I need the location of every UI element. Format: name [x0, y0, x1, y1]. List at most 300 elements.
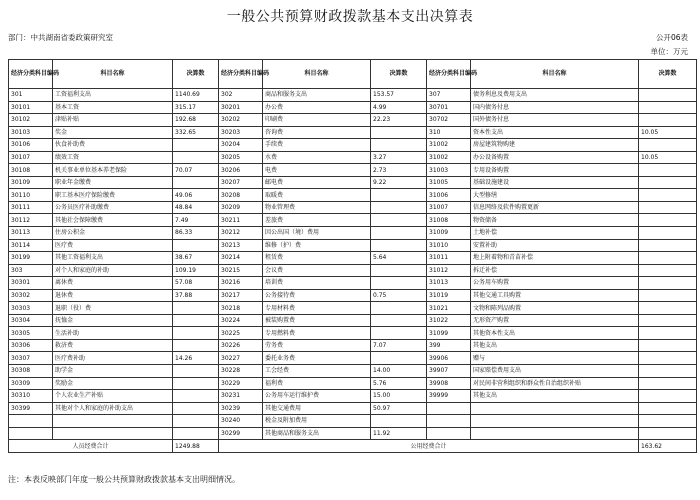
cell-code-2: 30204	[219, 139, 263, 152]
table-row	[9, 176, 697, 189]
cell-amount-1: 192.68	[173, 114, 219, 127]
cell-code-2: 30229	[219, 377, 263, 390]
cell-code-3: 31008	[427, 214, 471, 227]
cell-code-1: 30112	[9, 214, 53, 227]
cell-code-1: 30107	[9, 151, 53, 164]
cell-amount-1	[173, 302, 219, 315]
table-row	[9, 327, 697, 340]
cell-code-3	[427, 415, 471, 428]
cell-code-1: 30108	[9, 164, 53, 177]
cell-code-1: 30109	[9, 176, 53, 189]
cell-code-2: 30207	[219, 176, 263, 189]
cell-name-2: 电费	[263, 164, 371, 177]
cell-code-1: 30304	[9, 314, 53, 327]
cell-code-2: 30214	[219, 252, 263, 265]
header-amount-1: 决算数	[173, 60, 219, 89]
cell-amount-2: 14.00	[371, 365, 427, 378]
cell-name-2: 因公出国（境）费用	[263, 227, 371, 240]
table-row	[9, 402, 697, 415]
table-row	[9, 415, 697, 428]
cell-amount-3	[639, 189, 697, 202]
cell-name-2: 专用燃料费	[263, 327, 371, 340]
cell-name-1: 对个人和家庭的补助	[53, 264, 173, 277]
cell-code-2: 30227	[219, 352, 263, 365]
cell-name-1: 抚恤金	[53, 314, 173, 327]
cell-name-2: 公务用车运行维护费	[263, 390, 371, 403]
cell-code-1: 303	[9, 264, 53, 277]
cell-name-2: 手续费	[263, 139, 371, 152]
cell-code-3: 31013	[427, 277, 471, 290]
cell-amount-1: 70.07	[173, 164, 219, 177]
table-row	[9, 352, 697, 365]
cell-code-2: 30215	[219, 264, 263, 277]
cell-amount-3	[639, 264, 697, 277]
cell-name-2: 水费	[263, 151, 371, 164]
table-row	[9, 164, 697, 177]
table-row	[9, 314, 697, 327]
cell-code-3: 31005	[427, 176, 471, 189]
personnel-total-label: 人员经费合计	[9, 440, 173, 453]
table-row	[9, 101, 697, 114]
cell-amount-3	[639, 289, 697, 302]
form-number: 公开06表	[655, 33, 688, 42]
cell-amount-3	[639, 101, 697, 114]
cell-name-2: 工会经费	[263, 365, 371, 378]
cell-name-2: 差旅费	[263, 214, 371, 227]
table-row	[9, 277, 697, 290]
cell-name-1: 医疗费	[53, 239, 173, 252]
department-label: 部门：中共湖南省委政策研究室	[8, 33, 113, 42]
expenditure-table	[8, 59, 697, 453]
cell-code-1: 30301	[9, 277, 53, 290]
cell-amount-2	[371, 277, 427, 290]
public-total-value: 163.62	[639, 440, 697, 453]
cell-amount-2	[371, 239, 427, 252]
cell-code-3: 31019	[427, 289, 471, 302]
cell-name-3: 国家赔偿费用支出	[471, 365, 639, 378]
cell-code-2: 30209	[219, 201, 263, 214]
cell-amount-3	[639, 252, 697, 265]
cell-code-1: 30307	[9, 352, 53, 365]
cell-code-3: 39908	[427, 377, 471, 390]
header-code-3: 经济分类科目编码	[427, 60, 471, 89]
cell-name-3	[471, 415, 639, 428]
cell-amount-3	[639, 214, 697, 227]
table-row	[9, 151, 697, 164]
cell-amount-3: 10.05	[639, 126, 697, 139]
cell-code-3: 31003	[427, 164, 471, 177]
cell-amount-2: 50.97	[371, 402, 427, 415]
cell-name-3: 物资储备	[471, 214, 639, 227]
table-row	[9, 264, 697, 277]
cell-amount-1: 1140.69	[173, 89, 219, 102]
cell-code-3: 31021	[427, 302, 471, 315]
cell-amount-1: 315.17	[173, 101, 219, 114]
footnote: 注：本表反映部门年度一般公共预算财政拨款基本支出明细情况。	[8, 475, 240, 484]
cell-code-1: 30111	[9, 201, 53, 214]
cell-code-1: 30306	[9, 339, 53, 352]
cell-code-2: 30239	[219, 402, 263, 415]
cell-name-1: 退休费	[53, 289, 173, 302]
cell-amount-2: 153.57	[371, 89, 427, 102]
cell-name-1: 个人农业生产补贴	[53, 390, 173, 403]
cell-code-2: 30299	[219, 427, 263, 440]
cell-name-2: 咨询费	[263, 126, 371, 139]
cell-amount-2	[371, 327, 427, 340]
cell-amount-3	[639, 176, 697, 189]
cell-amount-3	[639, 427, 697, 440]
cell-amount-1	[173, 314, 219, 327]
cell-name-3: 其他支出	[471, 339, 639, 352]
cell-code-1: 30114	[9, 239, 53, 252]
cell-amount-1	[173, 176, 219, 189]
cell-name-3: 其他支出	[471, 390, 639, 403]
cell-amount-3	[639, 377, 697, 390]
cell-amount-2	[371, 415, 427, 428]
cell-amount-1	[173, 339, 219, 352]
cell-amount-2: 2.73	[371, 164, 427, 177]
cell-name-3: 其他交通工具购置	[471, 289, 639, 302]
cell-amount-1: 109.19	[173, 264, 219, 277]
cell-name-2: 邮电费	[263, 176, 371, 189]
cell-amount-3	[639, 89, 697, 102]
table-row	[9, 201, 697, 214]
table-row	[9, 427, 697, 440]
cell-code-3: 31099	[427, 327, 471, 340]
cell-code-2: 30203	[219, 126, 263, 139]
header-name-1: 科目名称	[53, 60, 173, 89]
cell-code-1: 30305	[9, 327, 53, 340]
cell-name-2: 其他交通费用	[263, 402, 371, 415]
cell-amount-3	[639, 277, 697, 290]
cell-amount-2	[371, 126, 427, 139]
table-row	[9, 189, 697, 202]
table-row	[9, 89, 697, 102]
cell-name-3: 大型修缮	[471, 189, 639, 202]
cell-amount-2	[371, 302, 427, 315]
cell-code-1: 30310	[9, 390, 53, 403]
cell-name-3: 赠与	[471, 352, 639, 365]
header-name-2: 科目名称	[263, 60, 371, 89]
cell-name-2: 培训费	[263, 277, 371, 290]
totals-row	[9, 440, 697, 453]
cell-code-1: 30302	[9, 289, 53, 302]
cell-code-1: 30113	[9, 227, 53, 240]
table-row	[9, 252, 697, 265]
cell-name-1: 职业年金缴费	[53, 176, 173, 189]
cell-code-3: 31002	[427, 139, 471, 152]
cell-name-2: 印刷费	[263, 114, 371, 127]
header-code-2: 经济分类科目编码	[219, 60, 263, 89]
cell-code-3: 399	[427, 339, 471, 352]
table-row	[9, 390, 697, 403]
cell-amount-1: 332.65	[173, 126, 219, 139]
cell-code-3: 31011	[427, 252, 471, 265]
cell-name-3: 国外债务付息	[471, 114, 639, 127]
cell-amount-2	[371, 139, 427, 152]
table-header-row	[9, 60, 697, 89]
table-row	[9, 239, 697, 252]
page-title: 一般公共预算财政拨款基本支出决算表	[226, 9, 474, 25]
cell-amount-1	[173, 327, 219, 340]
cell-amount-2: 22.23	[371, 114, 427, 127]
cell-amount-1: 38.67	[173, 252, 219, 265]
cell-name-1: 工资福利支出	[53, 89, 173, 102]
cell-name-1: 公务员医疗补助缴费	[53, 201, 173, 214]
cell-code-3: 30702	[427, 114, 471, 127]
cell-name-1: 绩效工资	[53, 151, 173, 164]
cell-name-1: 伙食补助费	[53, 139, 173, 152]
cell-name-3: 拆迁补偿	[471, 264, 639, 277]
cell-name-2: 劳务费	[263, 339, 371, 352]
cell-amount-1	[173, 402, 219, 415]
cell-amount-3	[639, 114, 697, 127]
cell-code-3: 31022	[427, 314, 471, 327]
unit-label: 单位：万元	[650, 47, 688, 56]
cell-amount-1: 14.26	[173, 352, 219, 365]
cell-name-3: 专用设备购置	[471, 164, 639, 177]
cell-code-2: 30208	[219, 189, 263, 202]
cell-code-3	[427, 402, 471, 415]
cell-code-1: 301	[9, 89, 53, 102]
cell-code-3: 31010	[427, 239, 471, 252]
cell-amount-1: 86.33	[173, 227, 219, 240]
cell-code-1	[9, 415, 53, 428]
cell-code-2: 30224	[219, 314, 263, 327]
cell-code-3: 31009	[427, 227, 471, 240]
cell-amount-3	[639, 415, 697, 428]
cell-amount-1	[173, 377, 219, 390]
cell-code-1: 30106	[9, 139, 53, 152]
public-total-label: 公用经费合计	[219, 440, 639, 453]
cell-code-2: 30212	[219, 227, 263, 240]
cell-name-3: 办公设备购置	[471, 151, 639, 164]
cell-amount-2: 4.99	[371, 101, 427, 114]
cell-amount-3	[639, 302, 697, 315]
cell-name-2: 委托业务费	[263, 352, 371, 365]
cell-name-1: 其他对个人和家庭的补助支出	[53, 402, 173, 415]
cell-code-3: 310	[427, 126, 471, 139]
cell-code-3: 31012	[427, 264, 471, 277]
cell-name-2: 被装购置费	[263, 314, 371, 327]
cell-name-3: 土地补偿	[471, 227, 639, 240]
cell-name-3: 国内债务付息	[471, 101, 639, 114]
cell-code-2: 30218	[219, 302, 263, 315]
cell-name-2: 物业管理费	[263, 201, 371, 214]
cell-code-3: 39999	[427, 390, 471, 403]
cell-code-2: 30240	[219, 415, 263, 428]
cell-code-1: 30308	[9, 365, 53, 378]
cell-amount-2	[371, 201, 427, 214]
cell-code-1: 30101	[9, 101, 53, 114]
cell-name-2: 办公费	[263, 101, 371, 114]
cell-name-2: 专用材料费	[263, 302, 371, 315]
cell-code-2: 30217	[219, 289, 263, 302]
table-row	[9, 289, 697, 302]
cell-amount-1: 37.88	[173, 289, 219, 302]
cell-name-1: 其他工资福利支出	[53, 252, 173, 265]
table-body	[9, 89, 697, 440]
cell-amount-2	[371, 214, 427, 227]
cell-amount-1: 48.84	[173, 201, 219, 214]
cell-name-1: 生活补助	[53, 327, 173, 340]
cell-name-2: 商品和服务支出	[263, 89, 371, 102]
cell-code-3: 31007	[427, 201, 471, 214]
cell-amount-2	[371, 189, 427, 202]
cell-amount-2: 9.22	[371, 176, 427, 189]
cell-code-1: 30303	[9, 302, 53, 315]
cell-amount-2: 0.75	[371, 289, 427, 302]
cell-code-2: 30202	[219, 114, 263, 127]
cell-code-3: 31006	[427, 189, 471, 202]
cell-name-1: 基本工资	[53, 101, 173, 114]
cell-amount-2: 11.92	[371, 427, 427, 440]
cell-amount-3	[639, 402, 697, 415]
cell-name-1	[53, 415, 173, 428]
cell-code-1: 30110	[9, 189, 53, 202]
cell-amount-3	[639, 339, 697, 352]
table-row	[9, 365, 697, 378]
cell-amount-2: 3.27	[371, 151, 427, 164]
cell-name-1: 医疗费补助	[53, 352, 173, 365]
cell-amount-2	[371, 264, 427, 277]
cell-amount-2	[371, 314, 427, 327]
cell-code-1: 30199	[9, 252, 53, 265]
header-name-3: 科目名称	[471, 60, 639, 89]
cell-name-1: 机关事业单位基本养老保险	[53, 164, 173, 177]
cell-amount-1: 49.06	[173, 189, 219, 202]
cell-name-1: 退职（役）费	[53, 302, 173, 315]
cell-code-2: 30216	[219, 277, 263, 290]
cell-name-2: 取暖费	[263, 189, 371, 202]
cell-amount-2: 15.00	[371, 390, 427, 403]
cell-amount-3	[639, 314, 697, 327]
cell-amount-2: 7.07	[371, 339, 427, 352]
cell-amount-3: 10.05	[639, 151, 697, 164]
cell-name-2: 税金及附加费用	[263, 415, 371, 428]
cell-code-2: 30211	[219, 214, 263, 227]
cell-amount-3	[639, 227, 697, 240]
cell-amount-3	[639, 201, 697, 214]
cell-name-1: 奖金	[53, 126, 173, 139]
cell-code-3: 307	[427, 89, 471, 102]
cell-code-2: 30228	[219, 365, 263, 378]
header-code-1: 经济分类科目编码	[9, 60, 53, 89]
cell-name-1: 助学金	[53, 365, 173, 378]
table-row	[9, 302, 697, 315]
cell-name-3: 无形资产购置	[471, 314, 639, 327]
cell-amount-1	[173, 415, 219, 428]
cell-name-1: 奖励金	[53, 377, 173, 390]
cell-code-2: 30213	[219, 239, 263, 252]
cell-name-3	[471, 402, 639, 415]
cell-amount-1	[173, 139, 219, 152]
cell-name-3: 债务利息及费用支出	[471, 89, 639, 102]
cell-amount-1	[173, 390, 219, 403]
cell-amount-1: 7.49	[173, 214, 219, 227]
cell-name-2: 公务接待费	[263, 289, 371, 302]
cell-code-2: 30226	[219, 339, 263, 352]
cell-name-3: 地上附着物和青苗补偿	[471, 252, 639, 265]
cell-code-2: 30206	[219, 164, 263, 177]
cell-name-2: 会议费	[263, 264, 371, 277]
cell-name-3: 对民间非营利组织和群众性自治组织补贴	[471, 377, 639, 390]
cell-name-1: 住房公积金	[53, 227, 173, 240]
cell-name-2: 福利费	[263, 377, 371, 390]
cell-code-3: 39907	[427, 365, 471, 378]
cell-name-1: 其他社会保障缴费	[53, 214, 173, 227]
cell-amount-1	[173, 151, 219, 164]
cell-name-2: 租赁费	[263, 252, 371, 265]
table-row	[9, 339, 697, 352]
cell-amount-3	[639, 327, 697, 340]
cell-name-3: 安置补助	[471, 239, 639, 252]
cell-name-2: 维修（护）费	[263, 239, 371, 252]
cell-amount-2	[371, 352, 427, 365]
table-row	[9, 126, 697, 139]
cell-name-3: 资本性支出	[471, 126, 639, 139]
cell-name-1: 津贴补贴	[53, 114, 173, 127]
cell-code-3: 30701	[427, 101, 471, 114]
cell-code-1	[9, 427, 53, 440]
cell-code-1: 30102	[9, 114, 53, 127]
cell-code-1: 30309	[9, 377, 53, 390]
cell-name-2: 其他商品和服务支出	[263, 427, 371, 440]
cell-name-1	[53, 427, 173, 440]
cell-code-3	[427, 427, 471, 440]
cell-amount-3	[639, 352, 697, 365]
cell-code-2: 30225	[219, 327, 263, 340]
cell-code-3: 39906	[427, 352, 471, 365]
cell-code-1: 30399	[9, 402, 53, 415]
table-row	[9, 139, 697, 152]
cell-amount-2: 5.64	[371, 252, 427, 265]
table-row	[9, 114, 697, 127]
cell-name-3: 文物和陈列品购置	[471, 302, 639, 315]
cell-amount-3	[639, 139, 697, 152]
cell-amount-3	[639, 390, 697, 403]
cell-amount-2	[371, 227, 427, 240]
cell-code-2: 30231	[219, 390, 263, 403]
cell-amount-3	[639, 239, 697, 252]
cell-name-3: 基础设施建设	[471, 176, 639, 189]
cell-name-3: 其他资本性支出	[471, 327, 639, 340]
personnel-total-value: 1249.88	[173, 440, 219, 453]
cell-name-3: 公务用车购置	[471, 277, 639, 290]
cell-amount-1: 57.08	[173, 277, 219, 290]
cell-code-2: 302	[219, 89, 263, 102]
table-row	[9, 377, 697, 390]
cell-amount-1	[173, 239, 219, 252]
cell-code-1: 30103	[9, 126, 53, 139]
cell-name-3	[471, 427, 639, 440]
cell-amount-3	[639, 365, 697, 378]
cell-name-3: 信息网络及软件购置更新	[471, 201, 639, 214]
cell-amount-1	[173, 365, 219, 378]
cell-amount-1	[173, 427, 219, 440]
table-row	[9, 227, 697, 240]
cell-name-3: 房屋建筑物购建	[471, 139, 639, 152]
table-row	[9, 214, 697, 227]
header-amount-3: 决算数	[639, 60, 697, 89]
cell-code-2: 30201	[219, 101, 263, 114]
cell-code-3: 31002	[427, 151, 471, 164]
cell-name-1: 离休费	[53, 277, 173, 290]
cell-code-2: 30205	[219, 151, 263, 164]
header-amount-2: 决算数	[371, 60, 427, 89]
cell-amount-3	[639, 164, 697, 177]
cell-name-1: 救济费	[53, 339, 173, 352]
